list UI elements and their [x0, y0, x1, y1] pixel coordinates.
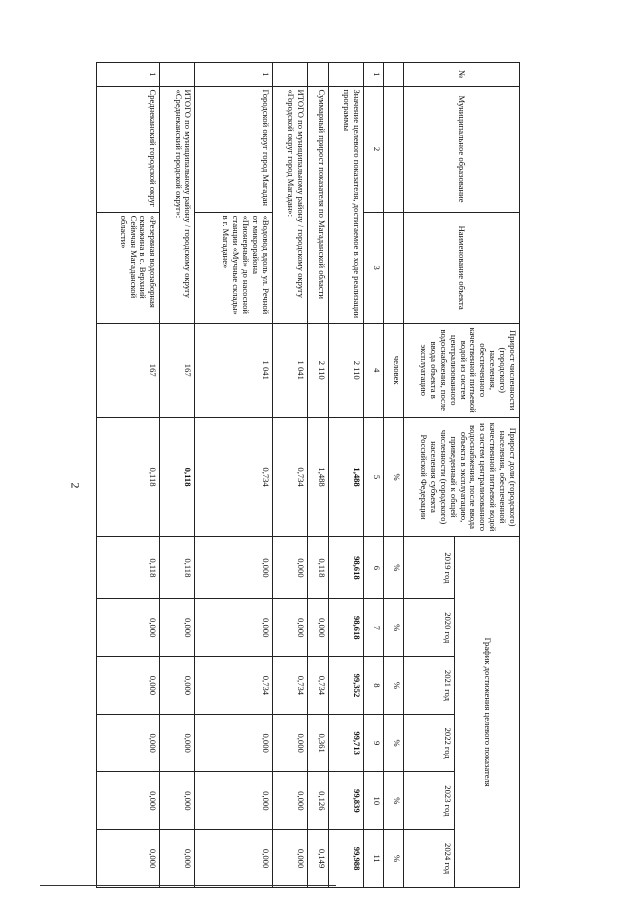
- unit-cell: %: [383, 657, 403, 715]
- share-cell: 1,488: [329, 417, 364, 537]
- row-label: ИТОГО по муниципальному району / городскому округу «Среднеканский городской округ»:: [160, 86, 195, 323]
- rotated-table-wrapper: [96, 62, 520, 888]
- header-year: 2021 год: [403, 657, 454, 715]
- year-value-cell: 0,000: [272, 830, 307, 888]
- row-number: [329, 63, 364, 87]
- year-value-cell: 0,000: [195, 714, 272, 772]
- population-cell: 2 110: [329, 323, 364, 417]
- object-cell: «Водовод вдоль ул. Речной от микрорайона «Пионерный» до насосной станции «Мучные склады» в г. Магадане»: [195, 212, 272, 323]
- year-value-cell: 0,000: [195, 772, 272, 830]
- colnum-cell: 11: [364, 830, 384, 888]
- unit-cell: %: [383, 599, 403, 657]
- year-value-cell: 98,618: [329, 599, 364, 657]
- year-value-cell: 0,000: [272, 772, 307, 830]
- year-value-cell: 0,734: [195, 657, 272, 715]
- colnum-cell: 7: [364, 599, 384, 657]
- year-value-cell: 0,000: [272, 599, 307, 657]
- table-body: [97, 63, 364, 888]
- year-value-cell: 0,000: [195, 830, 272, 888]
- row-label: Суммарный прирост показателя по Магаданской области: [307, 86, 328, 323]
- footer-rule: [40, 885, 336, 886]
- share-cell: 0,118: [97, 417, 160, 537]
- year-value-cell: 0,000: [97, 714, 160, 772]
- header-year: 2024 год: [403, 830, 454, 888]
- year-value-cell: 0,734: [272, 657, 307, 715]
- header-municipality: Муниципальное образование: [403, 86, 519, 212]
- header-population: Прирост численности (городского) населения, обеспеченного качественной питьевой водой из систем централизованного водоснабжения, после ввода объекта в эксплуатацию: [403, 323, 519, 417]
- year-value-cell: 0,000: [307, 599, 328, 657]
- colnum-cell: 6: [364, 537, 384, 599]
- unit-cell: %: [383, 772, 403, 830]
- colnum-cell: 4: [364, 323, 384, 417]
- colnum-cell: 2: [364, 86, 384, 212]
- year-value-cell: 0,000: [195, 599, 272, 657]
- row-number: 1: [195, 63, 272, 87]
- colnum-cell: 10: [364, 772, 384, 830]
- population-cell: 2 110: [307, 323, 328, 417]
- year-value-cell: 0,126: [307, 772, 328, 830]
- page-number: 2: [68, 482, 83, 489]
- year-value-cell: 99,988: [329, 830, 364, 888]
- colnum-cell: 3: [364, 212, 384, 323]
- year-value-cell: 0,118: [307, 537, 328, 599]
- year-value-cell: 99,839: [329, 772, 364, 830]
- row-number: [307, 63, 328, 87]
- table-row: [307, 63, 328, 888]
- header-share: Прирост доли (городского) населения, обеспеченной качественной питьевой водой из систем централизованного водоснабжения, после ввода объекта в эксплуатацию, приведенный к общей численности (городского) населения субъекта Российской Федерации: [403, 417, 519, 537]
- year-value-cell: 0,000: [272, 714, 307, 772]
- population-cell: 167: [160, 323, 195, 417]
- year-value-cell: 0,000: [195, 537, 272, 599]
- year-value-cell: 0,000: [97, 830, 160, 888]
- header-year: 2022 год: [403, 714, 454, 772]
- year-value-cell: 0,000: [97, 599, 160, 657]
- header-row-1: [455, 63, 520, 888]
- year-value-cell: 0,734: [307, 657, 328, 715]
- colnum-cell: 1: [364, 63, 384, 87]
- unit-cell: %: [383, 417, 403, 537]
- population-cell: 1 041: [195, 323, 272, 417]
- table-row: [97, 63, 160, 888]
- unit-cell: %: [383, 537, 403, 599]
- municipality-cell: Городской округ город Магадан: [195, 86, 272, 212]
- year-value-cell: 0,000: [97, 657, 160, 715]
- row-label: ИТОГО по муниципальному району / городскому округу «Городской округ город Магадан»:: [272, 86, 307, 323]
- table-row: [195, 63, 272, 888]
- object-cell: «Резервная водозаборная скважина в с. Верхний Сеймчан Магаданской области»: [97, 212, 160, 323]
- header-year: 2023 год: [403, 772, 454, 830]
- indicator-table: [96, 62, 520, 888]
- header-num: №: [403, 63, 519, 87]
- unit-cell: %: [383, 830, 403, 888]
- row-number: 1: [97, 63, 160, 87]
- colnum-cell: 9: [364, 714, 384, 772]
- unit-cell: человек: [383, 323, 403, 417]
- share-cell: 1,488: [307, 417, 328, 537]
- year-value-cell: 99,352: [329, 657, 364, 715]
- year-value-cell: 0,118: [97, 537, 160, 599]
- year-value-cell: 0,000: [160, 714, 195, 772]
- year-value-cell: 0,000: [97, 772, 160, 830]
- year-value-cell: 0,000: [160, 599, 195, 657]
- colnum-row: [364, 63, 384, 888]
- share-cell: 0,118: [160, 417, 195, 537]
- table-row: [329, 63, 364, 888]
- units-row: [383, 63, 403, 888]
- municipality-cell: Среднеканский городской округ: [97, 86, 160, 212]
- table-row: [160, 63, 195, 888]
- year-value-cell: 0,000: [272, 537, 307, 599]
- header-year: 2020 год: [403, 599, 454, 657]
- colnum-cell: 5: [364, 417, 384, 537]
- year-value-cell: 0,000: [160, 830, 195, 888]
- population-cell: 167: [97, 323, 160, 417]
- share-cell: 0,734: [272, 417, 307, 537]
- row-label: Значение целевого показателя, достигаемое в ходе реализации программы: [329, 86, 364, 323]
- share-cell: 0,734: [195, 417, 272, 537]
- year-value-cell: 99,713: [329, 714, 364, 772]
- colnum-cell: 8: [364, 657, 384, 715]
- year-value-cell: 0,000: [160, 657, 195, 715]
- year-value-cell: 0,149: [307, 830, 328, 888]
- row-number: [160, 63, 195, 87]
- year-value-cell: 0,000: [160, 772, 195, 830]
- header-year: 2019 год: [403, 537, 454, 599]
- year-value-cell: 98,618: [329, 537, 364, 599]
- unit-cell: %: [383, 714, 403, 772]
- year-value-cell: 0,361: [307, 714, 328, 772]
- table-row: [272, 63, 307, 888]
- header-schedule: График достижения целевого показателя: [455, 537, 520, 888]
- population-cell: 1 041: [272, 323, 307, 417]
- header-object: Наименование объекта: [403, 212, 519, 323]
- row-number: [272, 63, 307, 87]
- year-value-cell: 0,118: [160, 537, 195, 599]
